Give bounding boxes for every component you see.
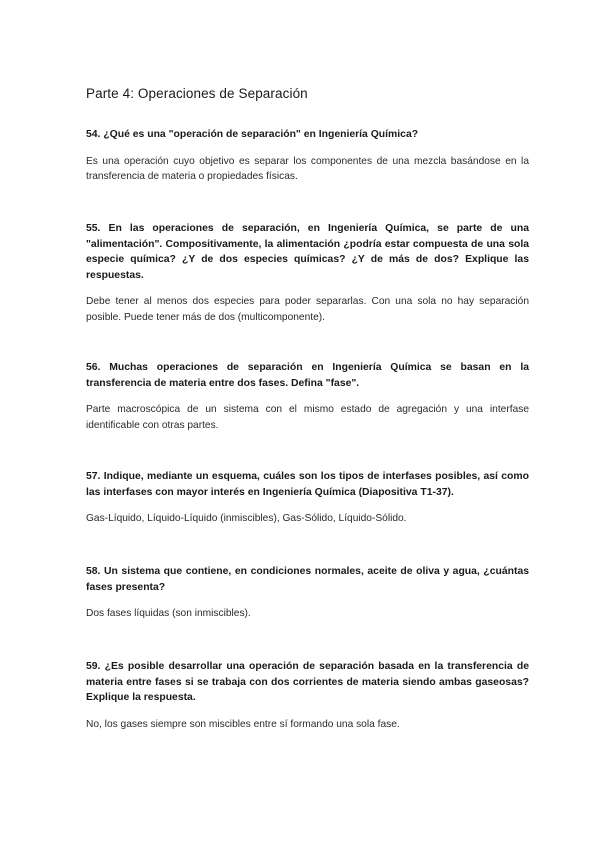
qa-item-59 (86, 659, 529, 732)
qa-item-55 (86, 221, 529, 325)
answer-56: Parte macroscópica de un sistema con el mismo estado de agregación y una interfase identificable con otras partes. (86, 404, 529, 431)
qa-item-56 (86, 360, 529, 433)
answer-59: No, los gases siempre son miscibles entre sí formando una sola fase. (86, 718, 400, 730)
answer-55: Debe tener al menos dos especies para poder separarlas. Con una sola no hay separación posible. Puede tener más de dos (multicomponente). (86, 296, 529, 323)
question-56: 56. Muchas operaciones de separación en Ingeniería Química se basan en la transferencia de materia entre dos fases. Defina "fase". (86, 362, 529, 389)
question-59: 59. ¿Es posible desarrollar una operación de separación basada en la transferencia de materia entre fases si se trabaja con dos corrientes de materia siendo ambas gaseosas? Explique la respuesta. (86, 661, 529, 703)
section-title: Parte 4: Operaciones de Separación (86, 86, 308, 101)
question-57: 57. Indique, mediante un esquema, cuáles son los tipos de interfases posibles, así como las interfases con mayor interés en Ingeniería Química (Diapositiva T1-37). (86, 471, 529, 498)
question-54: 54. ¿Qué es una "operación de separación" en Ingeniería Química? (86, 129, 419, 140)
question-55: 55. En las operaciones de separación, en Ingeniería Química, se parte de una "alimentación". Compositivamente, la alimentación ¿podría estar compuesta de una sola especie química? ¿Y de dos especies químicas? ¿Y de más de dos? Explique las respuestas. (86, 223, 529, 281)
question-58: 58. Un sistema que contiene, en condiciones normales, aceite de oliva y agua, ¿cuántas fases presenta? (86, 566, 529, 593)
qa-item-54 (86, 127, 529, 185)
answer-54: Es una operación cuyo objetivo es separar los componentes de una mezcla basándose en la transferencia de materia o propiedades físicas. (86, 155, 529, 182)
qa-item-58 (86, 564, 529, 622)
answer-57: Gas-Líquido, Líquido-Líquido (inmiscibles), Gas-Sólido, Líquido-Sólido. (86, 513, 407, 524)
answer-58: Dos fases líquidas (son inmiscibles). (86, 608, 251, 619)
qa-item-57 (86, 469, 529, 527)
